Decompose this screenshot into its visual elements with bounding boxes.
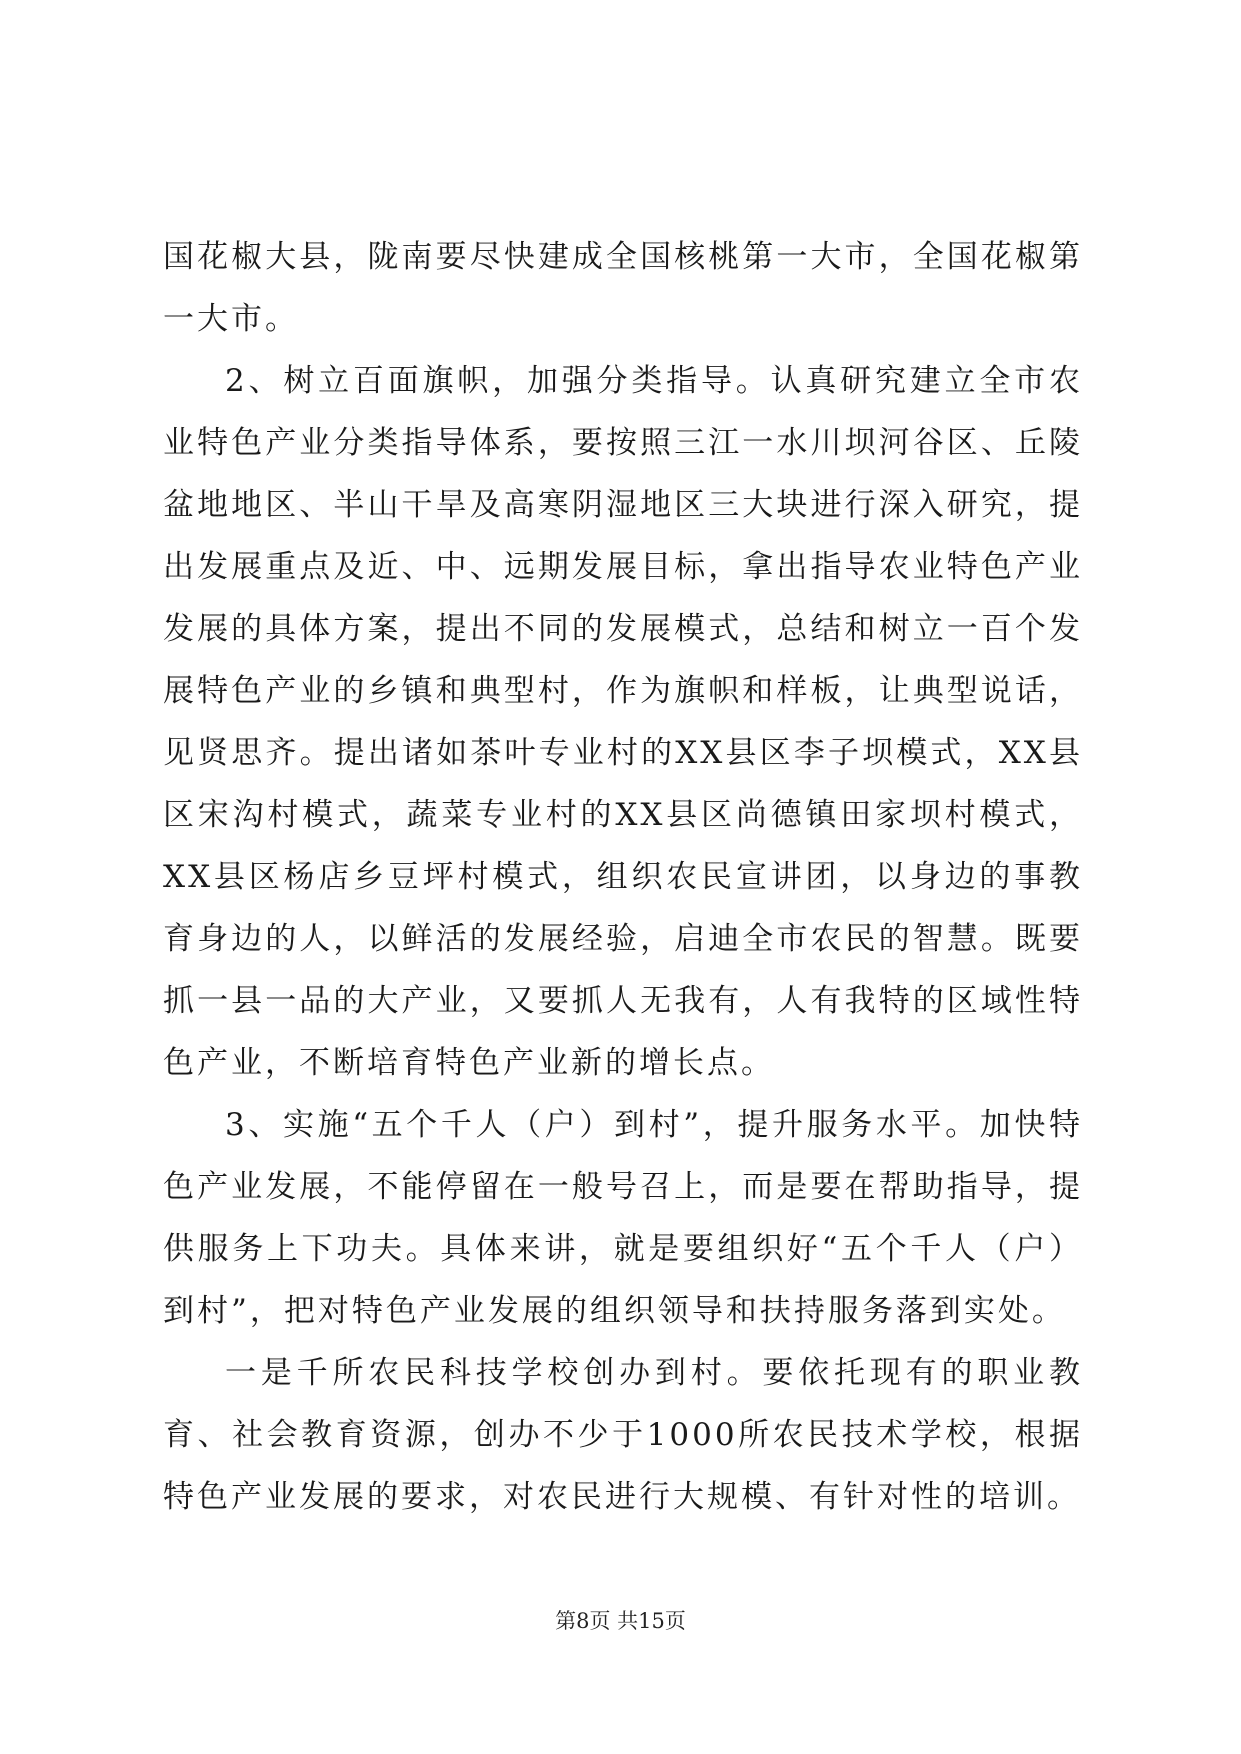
document-body bbox=[163, 226, 1083, 1528]
paragraph-item-3: 3、实施“五个千人（户）到村”，提升服务水平。加快特色产业发展，不能停留在一般号召上，而是要在帮助指导，提供服务上下功夫。具体来讲，就是要组织好“五个千人（户）到村”，把对特色产业发展的组织领导和扶持服务落到实处。 bbox=[163, 1107, 1083, 1329]
paragraph-schools: 一是千所农民科技学校创办到村。要依托现有的职业教育、社会教育资源，创办不少于1000所农民技术学校，根据特色产业发展的要求，对农民进行大规模、有针对性的培训。 bbox=[163, 1355, 1083, 1515]
page-footer: 第8页 共15页 bbox=[555, 1609, 686, 1633]
paragraph-continuation: 国花椒大县，陇南要尽快建成全国核桃第一大市，全国花椒第一大市。 bbox=[163, 239, 1083, 337]
paragraph-item-2: 2、树立百面旗帜，加强分类指导。认真研究建立全市农业特色产业分类指导体系，要按照三江一水川坝河谷区、丘陵盆地地区、半山干旱及高寒阴湿地区三大块进行深入研究，提出发展重点及近、中、远期发展目标，拿出指导农业特色产业发展的具体方案，提出不同的发展模式，总结和树立一百个发展特色产业的乡镇和典型村，作为旗帜和样板，让典型说话，见贤思齐。提出诸如茶叶专业村的XX县区李子坝模式，XX县区宋沟村模式，蔬菜专业村的XX县区尚德镇田家坝村模式，XX县区杨店乡豆坪村模式，组织农民宣讲团，以身边的事教育身边的人，以鲜活的发展经验，启迪全市农民的智慧。既要抓一县一品的大产业，又要抓人无我有，人有我特的区域性特色产业，不断培育特色产业新的增长点。 bbox=[163, 363, 1083, 1081]
